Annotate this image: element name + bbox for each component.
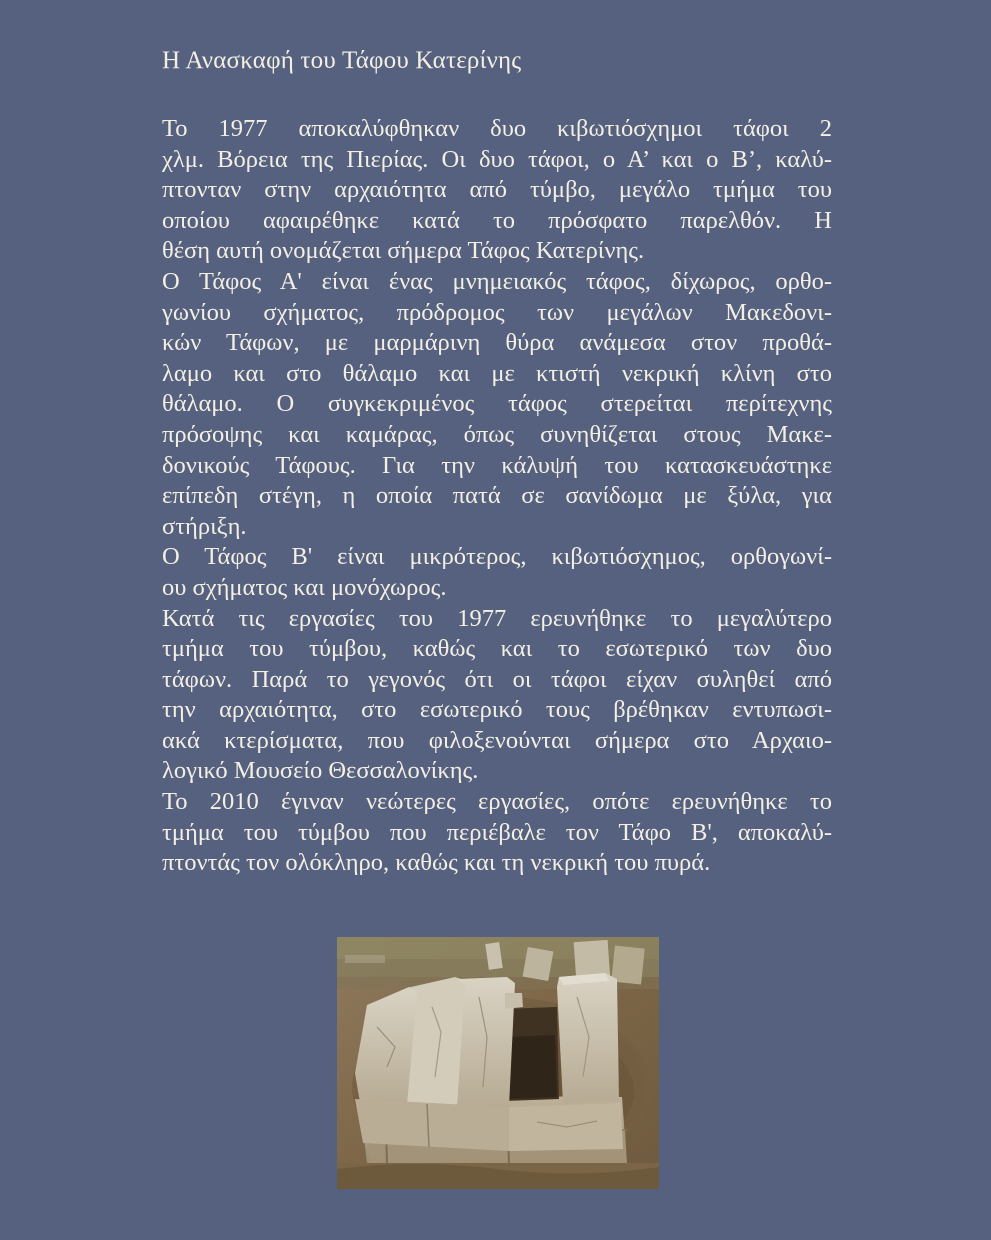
- text-line: ακά κτερίσματα, που φιλοξενούνται σήμερα στο Αρχαιο-: [162, 726, 832, 754]
- tomb-photo-illustration: [337, 937, 659, 1189]
- text-line: δονικούς Τάφους. Για την κάλυψή του κατασκευάστηκε: [162, 451, 832, 479]
- paragraph-5: [162, 787, 832, 879]
- paragraph-4: [162, 604, 832, 788]
- text-line: γωνίου σχήματος, πρόδρομος των μεγάλων Μακεδονι-: [162, 298, 832, 326]
- page-title: Η Ανασκαφή του Τάφου Κατερίνης: [162, 47, 522, 74]
- text-line: Το 2010 έγιναν νεώτερες εργασίες, οπότε ερευνήθηκε το: [162, 788, 832, 816]
- tomb-excavation-photo: [337, 937, 659, 1189]
- text-line: την αρχαιότητα, στο εσωτερικό τους βρέθηκαν εντυπωσι-: [162, 696, 832, 724]
- text-line: πτοντάς τον ολόκληρο, καθώς και τη νεκρική του πυρά.: [162, 849, 711, 877]
- paragraph-2: [162, 267, 832, 542]
- text-line: τμήμα του τύμβου, καθώς και το εσωτερικό των δυο: [162, 635, 832, 663]
- text-line: Ο Τάφος Α' είναι ένας μνημειακός τάφος, δίχωρος, ορθο-: [162, 267, 832, 295]
- text-line: θέση αυτή ονομάζεται σήμερα Τάφος Κατερίνης.: [162, 237, 645, 265]
- text-line: θάλαμο. Ο συγκεκριμένος τάφος στερείται περίτεχνης: [162, 390, 832, 418]
- text-line: τμήμα του τύμβου που περιέβαλε τον Τάφο Β', αποκαλύ-: [162, 818, 832, 846]
- text-line: Κατά τις εργασίες του 1977 ερευνήθηκε το μεγαλύτερο: [162, 604, 832, 632]
- text-line: χλμ. Βόρεια της Πιερίας. Οι δυο τάφοι, ο Α’ και ο Β’, καλύ-: [162, 145, 832, 173]
- text-line: κών Τάφων, με μαρμάρινη θύρα ανάμεσα στον προθά-: [162, 329, 832, 357]
- text-line: ου σχήματος και μονόχωρος.: [162, 573, 447, 601]
- body-text: [162, 114, 832, 879]
- paragraph-1: [162, 114, 832, 267]
- text-line: λαμο και στο θάλαμο και με κτιστή νεκρική κλίνη στο: [162, 359, 832, 387]
- text-line: λογικό Μουσείο Θεσσαλονίκης.: [162, 757, 479, 785]
- text-line: Ο Τάφος Β' είναι μικρότερος, κιβωτιόσχημος, ορθογωνί-: [162, 543, 832, 571]
- text-line: Το 1977 αποκαλύφθηκαν δυο κιβωτιόσχημοι τάφοι 2: [162, 115, 832, 142]
- text-line: οποίου αφαιρέθηκε κατά το πρόσφατο παρελθόν. Η: [162, 206, 832, 234]
- paragraph-3: [162, 542, 832, 603]
- text-line: τάφων. Παρά το γεγονός ότι οι τάφοι είχαν συληθεί από: [162, 665, 832, 693]
- text-line: πρόσοψης και καμάρας, όπως συνηθίζεται στους Μακε-: [162, 420, 832, 448]
- text-line: επίπεδη στέγη, η οποία πατά σε σανίδωμα με ξύλα, για: [162, 482, 832, 510]
- text-line: στήριξη.: [162, 512, 247, 540]
- text-line: πτονταν στην αρχαιότητα από τύμβο, μεγάλο τμήμα του: [162, 176, 832, 204]
